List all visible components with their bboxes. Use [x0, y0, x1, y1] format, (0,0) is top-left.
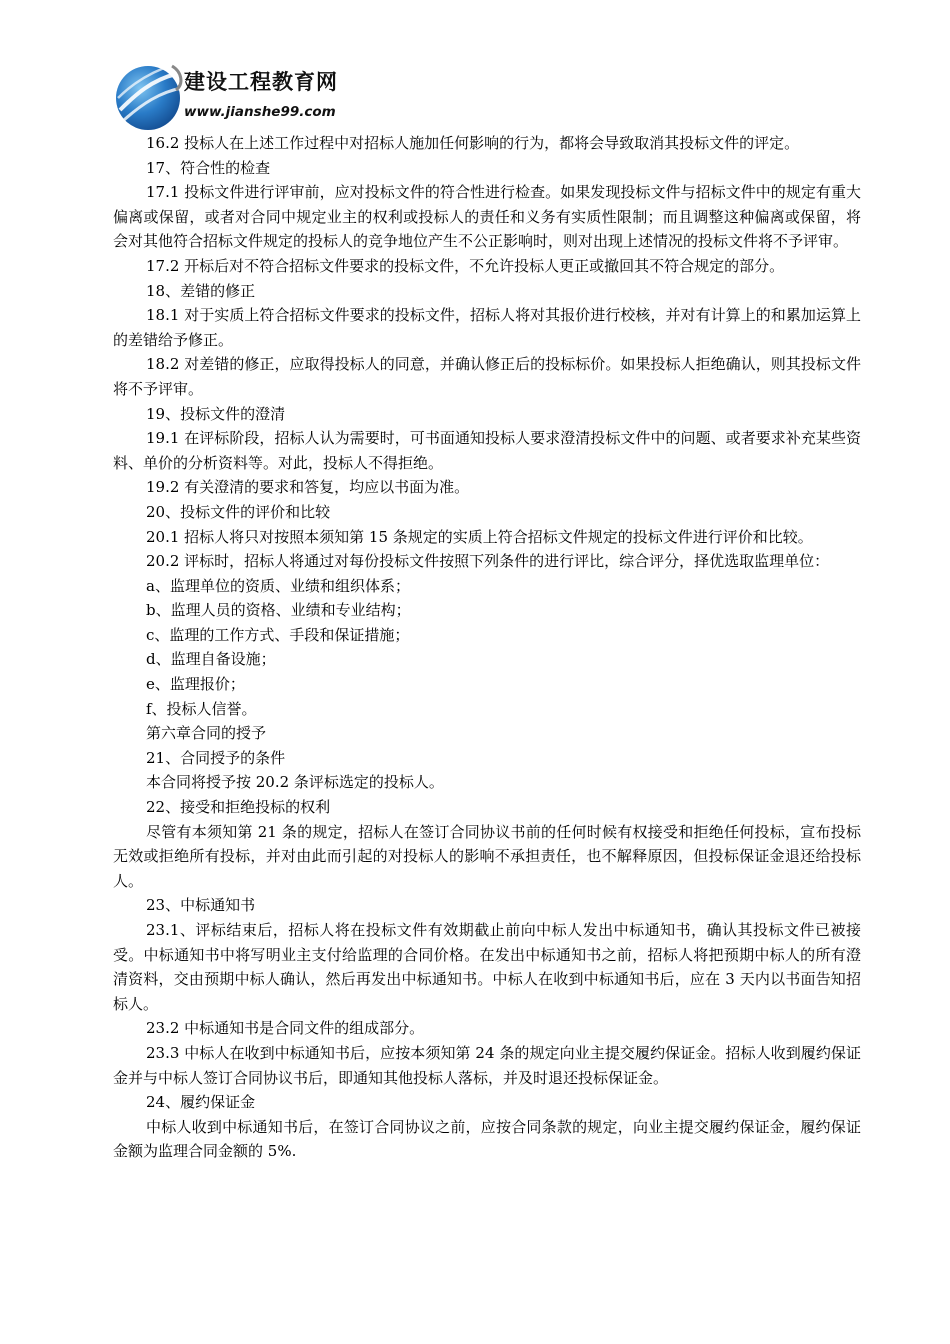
paragraph: 17.1 投标文件进行评审前，应对投标文件的符合性进行检查。如果发现投标文件与招标文件中的规定有重大偏离或保留，或者对合同中规定业主的权利或投标人的责任和义务有实质性限制；而且调整这种偏离或保留，将会对其他符合招标文件规定的投标人的竞争地位产生不公正影响时，则对出现上述情况的投标文件将不予评审。: [113, 183, 861, 251]
section-heading: 23、中标通知书: [146, 896, 256, 915]
paragraph: 23.1、评标结束后，招标人将在投标文件有效期截止前向中标人发出中标通知书，确认其投标文件已被接受。中标通知书中将写明业主支付给监理的合同价格。在发出中标通知书之前，招标人将把预期中标人的所有澄清资料，交由预期中标人确认，然后再发出中标通知书。中标人在收到中标通知书后，应在 3 天内以书面告知招标人。: [113, 921, 861, 1013]
paragraph: 19.1 在评标阶段，招标人认为需要时，可书面通知投标人要求澄清投标文件中的问题、或者要求补充某些资料、单价的分析资料等。对此，投标人不得拒绝。: [113, 429, 861, 472]
section-heading: 20、投标文件的评价和比较: [146, 502, 331, 521]
list-item: a、监理单位的资质、业绩和组织体系；: [146, 576, 410, 595]
section-heading: 18、差错的修正: [146, 281, 256, 300]
section-heading: 19、投标文件的澄清: [146, 404, 286, 423]
chapter-heading: 第六章合同的授予: [146, 724, 267, 743]
list-item: e、监理报价；: [146, 675, 245, 694]
logo-title: 建设工程教育网: [184, 70, 338, 94]
list-item: d、监理自备设施；: [146, 650, 276, 669]
paragraph: 17.2 开标后对不符合招标文件要求的投标文件，不允许投标人更正或撤回其不符合规定的部分。: [146, 256, 785, 275]
paragraph: 18.1 对于实质上符合招标文件要求的投标文件，招标人将对其报价进行校核，并对有计算上的和累加运算上的差错给予修正。: [113, 306, 861, 349]
section-heading: 21、合同授予的条件: [146, 748, 286, 767]
section-heading: 17、符合性的检查: [146, 158, 271, 177]
paragraph: 19.2 有关澄清的要求和答复，均应以书面为准。: [146, 478, 470, 497]
paragraph: 23.3 中标人在收到中标通知书后，应按本须知第 24 条的规定向业主提交履约保证金。招标人收到履约保证金并与中标人签订合同协议书后，即通知其他投标人落标，并及时退还投标保证金。: [113, 1043, 861, 1087]
logo-url: www.jianshe99.com: [184, 104, 336, 120]
paragraph: 16.2 投标人在上述工作过程中对招标人施加任何影响的行为，都将会导致取消其投标文件的评定。: [146, 134, 800, 152]
paragraph: 中标人收到中标通知书后，在签订合同协议之前，应按合同条款的规定，向业主提交履约保证金，履约保证金额为监理合同金额的 5%.: [113, 1117, 861, 1161]
list-item: b、监理人员的资格、业绩和专业结构；: [146, 601, 411, 620]
paragraph: 18.2 对差错的修正，应取得投标人的同意，并确认修正后的投标标价。如果投标人拒绝确认，则其投标文件将不予评审。: [113, 355, 861, 398]
list-item: f、投标人信誉。: [146, 699, 257, 718]
site-header: [110, 52, 430, 132]
document-body: [113, 131, 861, 1164]
paragraph: 23.2 中标通知书是合同文件的组成部分。: [146, 1019, 425, 1038]
section-heading: 22、接受和拒绝投标的权利: [146, 798, 331, 817]
paragraph: 20.1 招标人将只对按照本须知第 15 条规定的实质上符合招标文件规定的投标文件进行评价和比较。: [146, 527, 813, 546]
paragraph: 20.2 评标时，招标人将通过对每份投标文件按照下列条件的进行评比，综合评分，择优选取监理单位：: [146, 552, 830, 571]
paragraph: 尽管有本须知第 21 条的规定，招标人在签订合同协议书前的任何时候有权接受和拒绝任何投标，宣布投标无效或拒绝所有投标，并对由此而引起的对投标人的影响不承担责任，也不解释原因，但投标保证金退还给投标人。: [113, 822, 861, 890]
paragraph: 本合同将授予按 20.2 条评标选定的投标人。: [146, 773, 444, 792]
globe-logo-icon: [110, 58, 190, 132]
list-item: c、监理的工作方式、手段和保证措施；: [146, 625, 410, 644]
section-heading: 24、履约保证金: [146, 1093, 256, 1112]
